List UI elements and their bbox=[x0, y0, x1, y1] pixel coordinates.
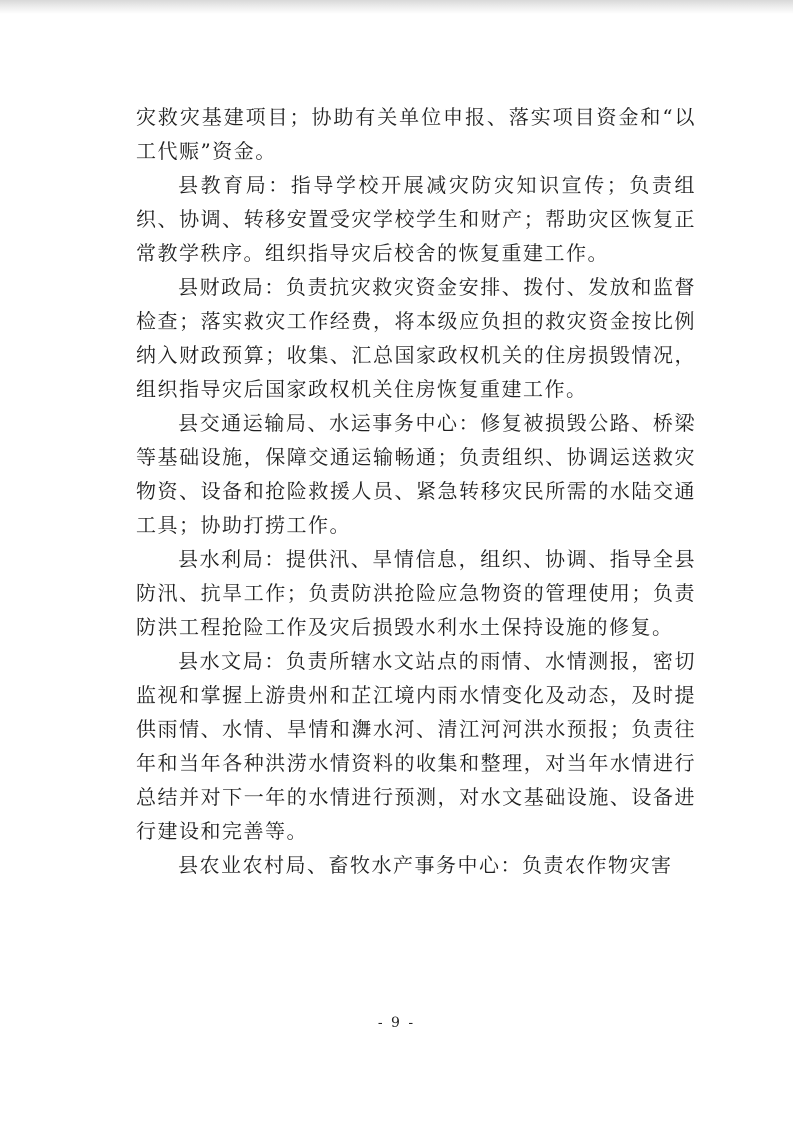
paragraph-continuation: 灾救灾基建项目；协助有关单位申报、落实项目资金和“以工代赈”资金。 bbox=[136, 105, 696, 163]
paragraph-education-bureau: 县教育局：指导学校开展减灾防灾知识宣传；负责组织、协调、转移安置受灾学校学生和财产；帮助灾区恢复正常教学秩序。组织指导灾后校舍的恢复重建工作。 bbox=[136, 173, 696, 265]
document-body bbox=[136, 100, 696, 882]
paragraph-agriculture-bureau: 县农业农村局、畜牧水产事务中心：负责农作物灾害 bbox=[178, 853, 673, 877]
paragraph-finance-bureau: 县财政局：负责抗灾救灾资金安排、拨付、发放和监督检查；落实救灾工作经费，将本级应负担的救灾资金按比例纳入财政预算；收集、汇总国家政权机关的住房损毁情况，组织指导灾后国家政权机关住房恢复重建工作。 bbox=[136, 275, 696, 401]
page-number: - 9 - bbox=[377, 1015, 416, 1031]
paragraph-water-resources-bureau: 县水利局：提供汛、旱情信息，组织、协调、指导全县防汛、抗旱工作；负责防洪抢险应急物资的管理使用；负责防洪工程抢险工作及灾后损毁水利水土保持设施的修复。 bbox=[136, 547, 696, 639]
paragraph-hydrology-bureau: 县水文局：负责所辖水文站点的雨情、水情测报，密切监视和掌握上游贵州和芷江境内雨水情变化及动态，及时提供雨情、水情、旱情和㵲水河、清江河河洪水预报；负责往年和当年各种洪涝水情资料的收集和整理，对当年水情进行总结并对下一年的水情进行预测，对水文基础设施、设备进行建设和完善等。 bbox=[136, 649, 696, 843]
scan-edge bbox=[0, 0, 793, 14]
paragraph-transport-bureau: 县交通运输局、水运事务中心：修复被损毁公路、桥梁等基础设施，保障交通运输畅通；负责组织、协调运送救灾物资、设备和抢险救援人员、紧急转移灾民所需的水陆交通工具；协助打捞工作。 bbox=[136, 411, 696, 537]
